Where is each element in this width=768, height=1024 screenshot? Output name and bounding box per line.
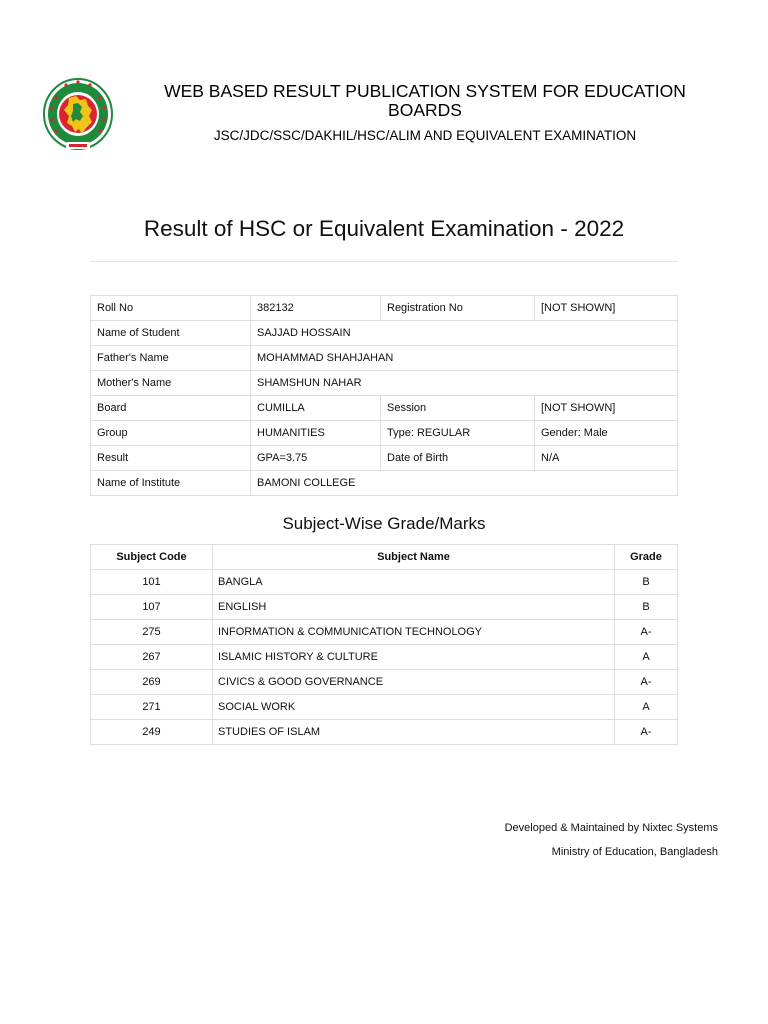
subject-name: ISLAMIC HISTORY & CULTURE — [213, 645, 615, 670]
subject-code: 267 — [91, 645, 213, 670]
subject-name-header: Subject Name — [213, 545, 615, 570]
table-row — [91, 570, 678, 595]
table-row — [91, 670, 678, 695]
grades-table — [90, 544, 678, 745]
subject-grade: B — [615, 595, 678, 620]
table-row — [91, 695, 678, 720]
registration-value: [NOT SHOWN] — [535, 296, 678, 321]
table-row — [91, 421, 678, 446]
subject-grade: A- — [615, 620, 678, 645]
subject-name: BANGLA — [213, 570, 615, 595]
subject-code: 107 — [91, 595, 213, 620]
dob-label: Date of Birth — [381, 446, 535, 471]
table-row — [91, 296, 678, 321]
father-name-label: Father's Name — [91, 346, 251, 371]
table-row — [91, 595, 678, 620]
subject-name: CIVICS & GOOD GOVERNANCE — [213, 670, 615, 695]
mother-name-label: Mother's Name — [91, 371, 251, 396]
registration-label: Registration No — [381, 296, 535, 321]
page-header — [0, 0, 768, 190]
board-value: CUMILLA — [251, 396, 381, 421]
page-title: Result of HSC or Equivalent Examination - 2022 — [143, 216, 625, 241]
dob-value: N/A — [535, 446, 678, 471]
subject-code-header: Subject Code — [91, 545, 213, 570]
table-row — [91, 371, 678, 396]
subject-code: 249 — [91, 720, 213, 745]
institute-value: BAMONI COLLEGE — [251, 471, 678, 496]
result-value: GPA=3.75 — [251, 446, 381, 471]
student-info-table — [90, 295, 678, 496]
ministry-credit: Ministry of Education, Bangladesh — [551, 846, 718, 858]
table-row — [91, 720, 678, 745]
type-value: Type: REGULAR — [381, 421, 535, 446]
table-row — [91, 620, 678, 645]
group-value: HUMANITIES — [251, 421, 381, 446]
result-label: Result — [91, 446, 251, 471]
subject-name: ENGLISH — [213, 595, 615, 620]
table-row — [91, 396, 678, 421]
exam-subtitle: JSC/JDC/SSC/DAKHIL/HSC/ALIM AND EQUIVALENT EXAMINATION — [213, 128, 637, 143]
table-row — [91, 645, 678, 670]
roll-value: 382132 — [251, 296, 381, 321]
table-row — [91, 321, 678, 346]
title-divider — [90, 261, 678, 262]
mother-name-value: SHAMSHUN NAHAR — [251, 371, 678, 396]
subject-code: 271 — [91, 695, 213, 720]
board-label: Board — [91, 396, 251, 421]
group-label: Group — [91, 421, 251, 446]
table-row — [91, 446, 678, 471]
subject-name: STUDIES OF ISLAM — [213, 720, 615, 745]
subject-grade: A — [615, 645, 678, 670]
subject-grade: A — [615, 695, 678, 720]
grades-header-row — [91, 545, 678, 570]
subject-name: SOCIAL WORK — [213, 695, 615, 720]
roll-label: Roll No — [91, 296, 251, 321]
subject-name: INFORMATION & COMMUNICATION TECHNOLOGY — [213, 620, 615, 645]
subject-code: 275 — [91, 620, 213, 645]
session-value: [NOT SHOWN] — [535, 396, 678, 421]
table-row — [91, 346, 678, 371]
system-title: WEB BASED RESULT PUBLICATION SYSTEM FOR EDUCATION BOARDS — [164, 81, 686, 120]
grade-header: Grade — [615, 545, 678, 570]
subject-code: 101 — [91, 570, 213, 595]
subject-grade: A- — [615, 670, 678, 695]
developer-credit: Developed & Maintained by Nixtec Systems — [504, 822, 718, 834]
institute-label: Name of Institute — [91, 471, 251, 496]
bangladesh-government-seal-icon — [42, 76, 114, 156]
table-row — [91, 471, 678, 496]
session-label: Session — [381, 396, 535, 421]
gender-value: Gender: Male — [535, 421, 678, 446]
grades-section-title: Subject-Wise Grade/Marks — [282, 514, 486, 533]
student-name-value: SAJJAD HOSSAIN — [251, 321, 678, 346]
subject-code: 269 — [91, 670, 213, 695]
father-name-value: MOHAMMAD SHAHJAHAN — [251, 346, 678, 371]
subject-grade: B — [615, 570, 678, 595]
subject-grade: A- — [615, 720, 678, 745]
student-name-label: Name of Student — [91, 321, 251, 346]
